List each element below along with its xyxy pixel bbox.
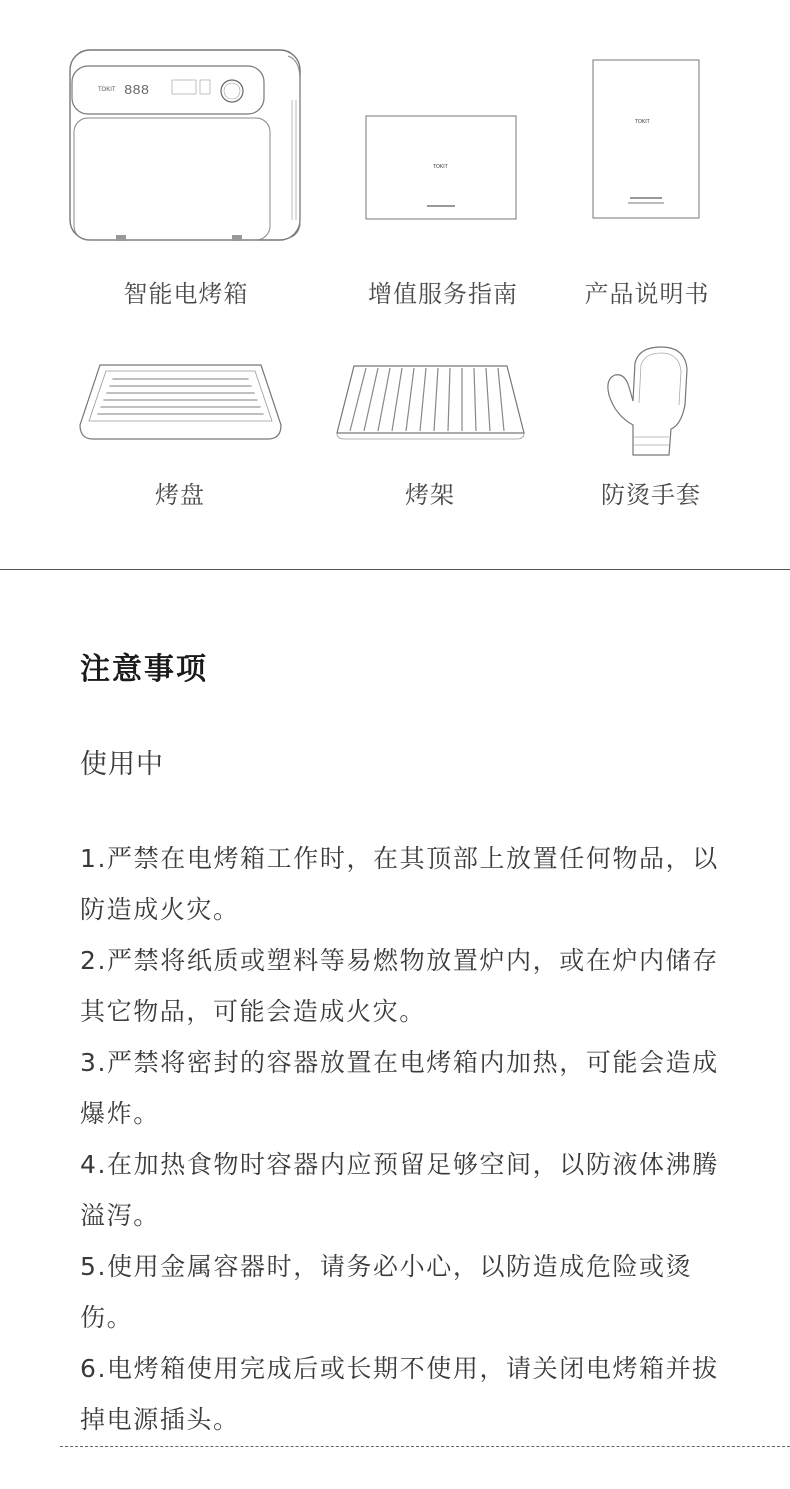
manual-brand: TOKIT [635, 119, 650, 125]
package-contents-grid [0, 0, 790, 560]
note-item: 3.严禁将密封的容器放置在电烤箱内加热，可能会造成爆炸。 [80, 1048, 719, 1128]
oven-display-readout: 888 [124, 83, 150, 99]
oven-label: 智能电烤箱 [123, 280, 249, 308]
baking-rack-icon [334, 363, 527, 441]
dashed-divider [60, 1446, 790, 1447]
note-item: 6.电烤箱使用完成后或长期不使用，请关闭电烤箱并拔掉电源插头。 [80, 1354, 719, 1434]
oven-icon [60, 40, 320, 250]
note-item: 2.严禁将纸质或塑料等易燃物放置炉内，或在炉内储存其它物品，可能会造成火灾。 [80, 946, 719, 1026]
note-item: 4.在加热食物时容器内应预留足够空间，以防液体沸腾溢泻。 [80, 1150, 719, 1230]
manual-icon [592, 59, 702, 221]
oven-mitt-item [603, 345, 693, 460]
baking-tray-label: 烤盘 [155, 481, 205, 509]
oven-item [60, 40, 320, 250]
section-title: 注意事项 [80, 652, 208, 687]
oven-brand-label: TOKIT [98, 87, 116, 93]
baking-tray-icon [78, 363, 283, 441]
baking-rack-item [334, 363, 527, 441]
baking-tray-item [78, 363, 283, 441]
manual-label: 产品说明书 [584, 280, 710, 308]
service-guide-icon [365, 115, 517, 221]
service-guide-item [365, 115, 517, 221]
notes-list [80, 833, 720, 1445]
baking-rack-label: 烤架 [405, 481, 455, 509]
note-item: 5.使用金属容器时，请务必小心，以防造成危险或烫伤。 [80, 1252, 693, 1332]
manual-item [592, 59, 702, 221]
service-guide-label: 增值服务指南 [368, 280, 518, 308]
note-item: 1.严禁在电烤箱工作时，在其顶部上放置任何物品，以防造成火灾。 [80, 844, 719, 924]
sub-title: 使用中 [80, 749, 164, 780]
section-divider [0, 569, 790, 570]
service-guide-brand: TOKIT [433, 164, 448, 170]
oven-mitt-icon [603, 345, 693, 460]
oven-mitt-label: 防烫手套 [601, 481, 701, 509]
